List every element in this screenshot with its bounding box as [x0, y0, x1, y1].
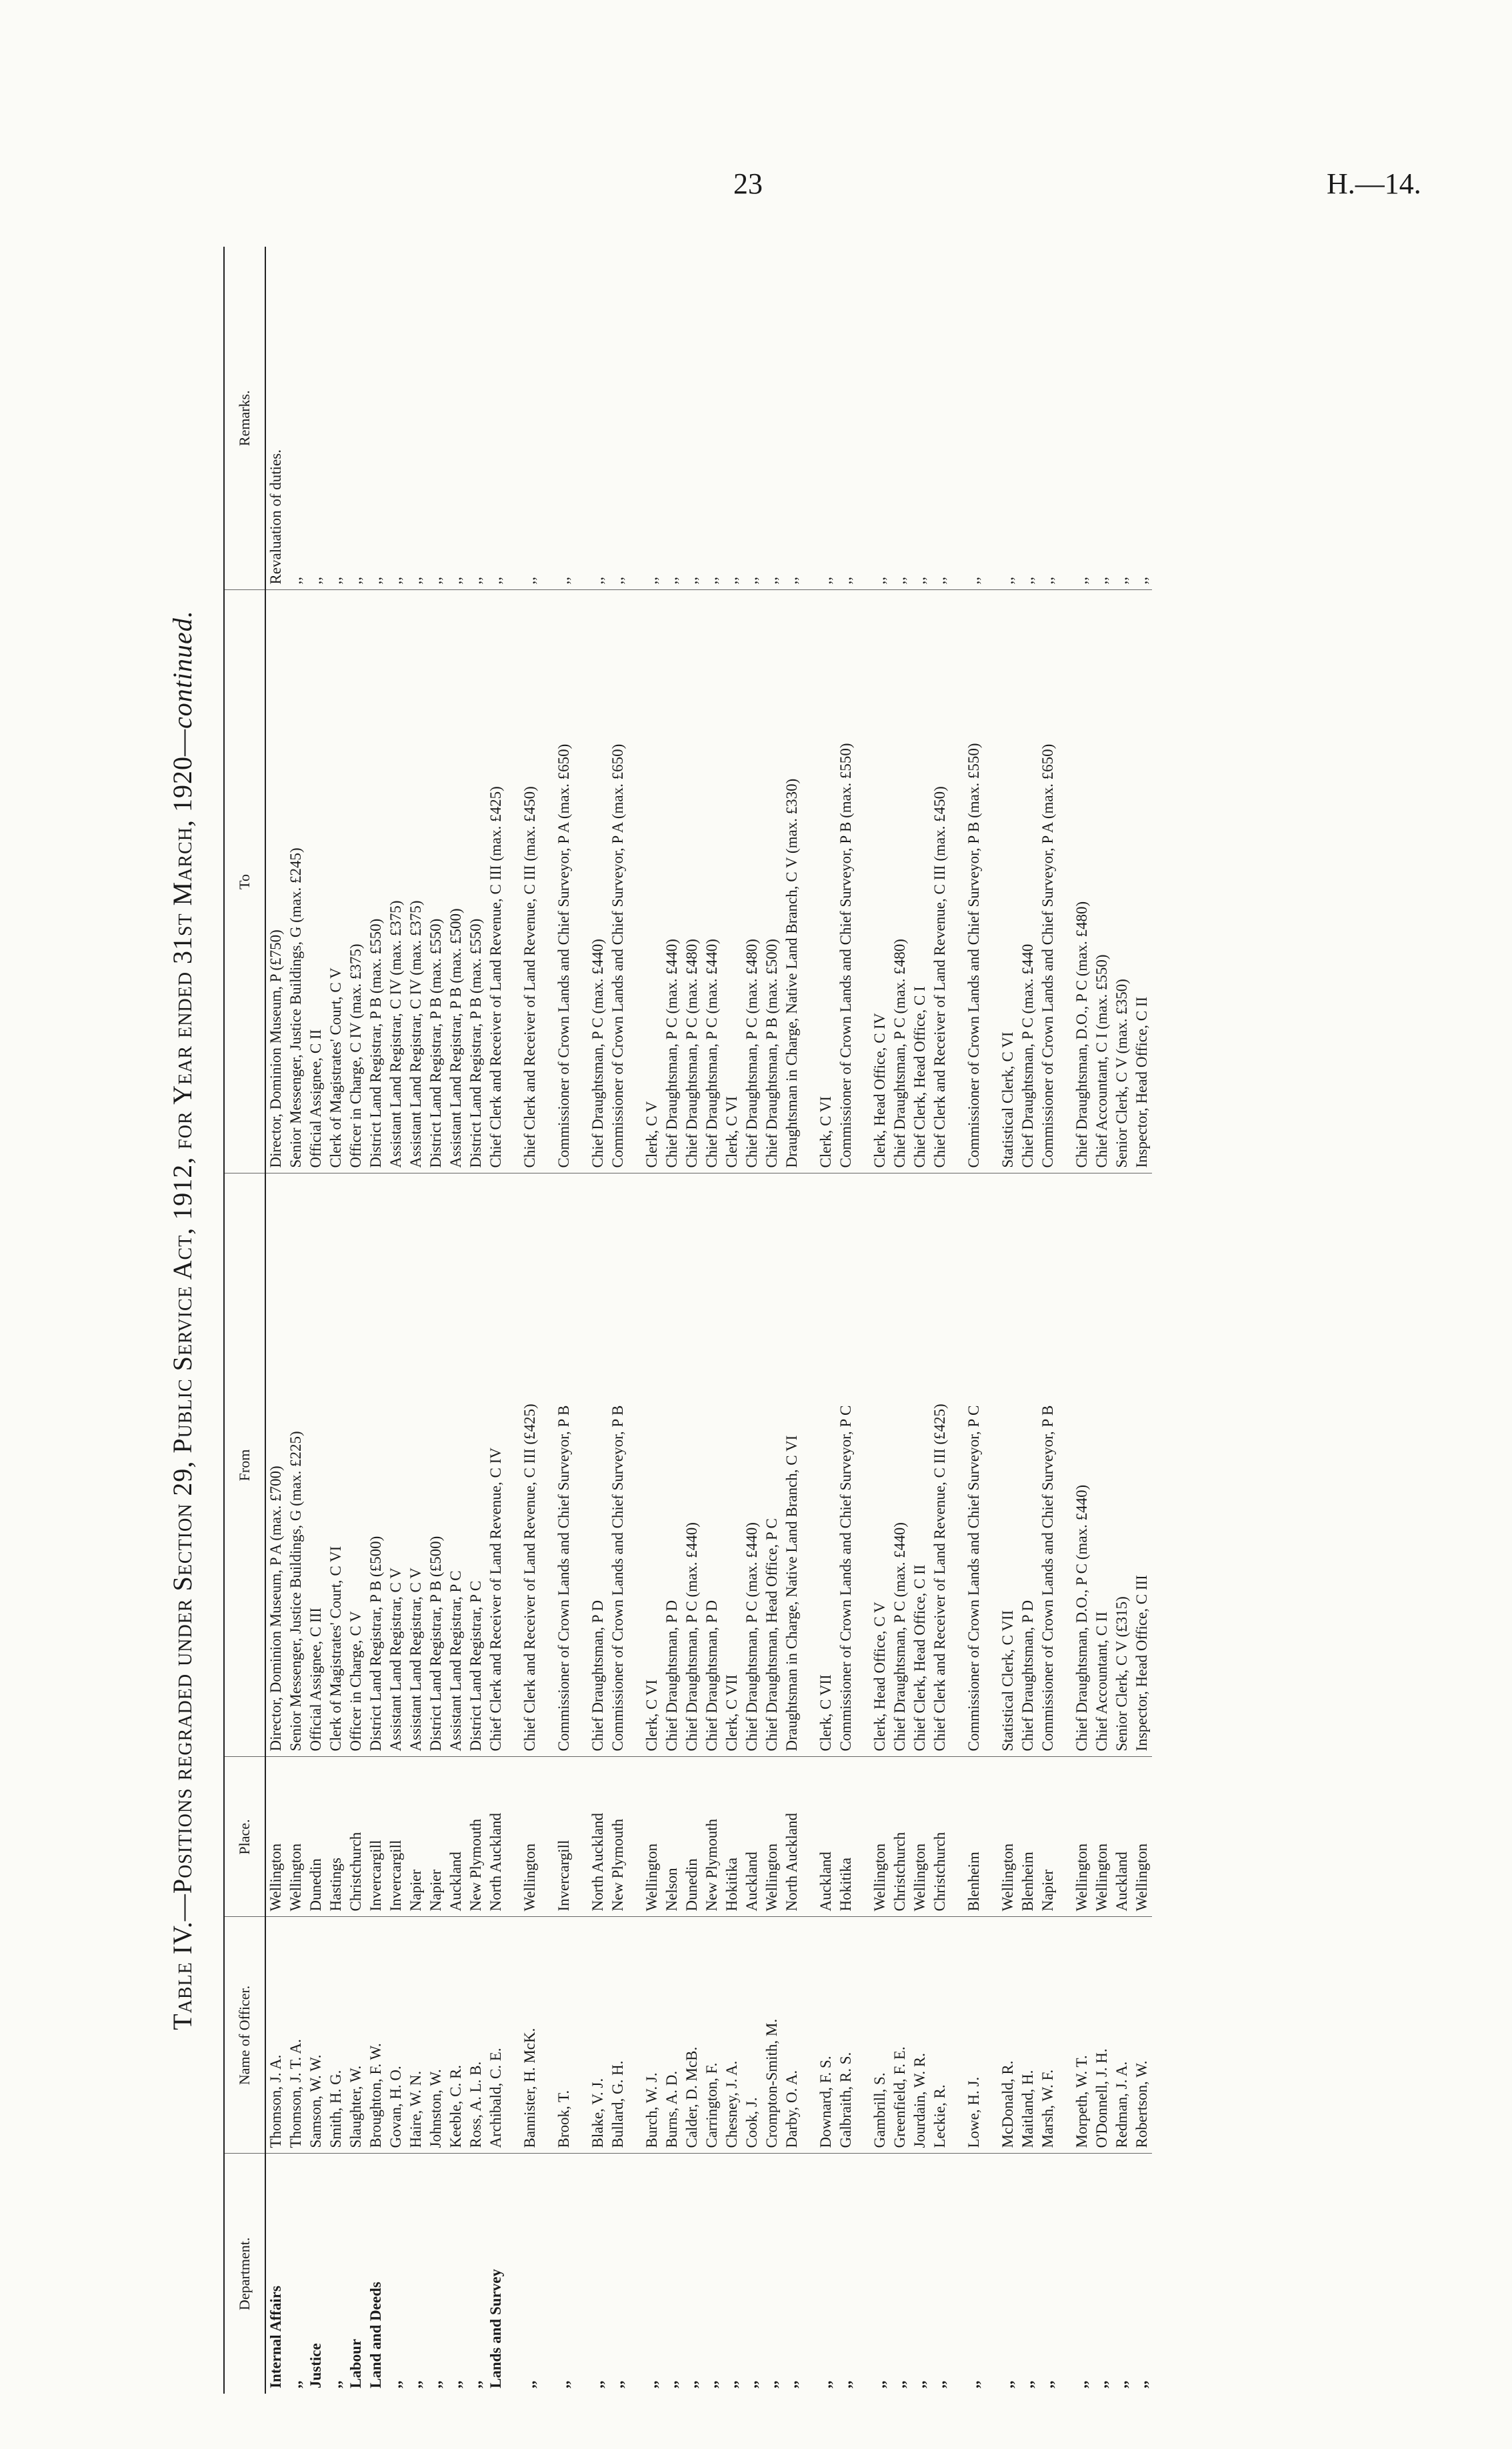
- place-cell: New Plymouth: [466, 1757, 486, 1917]
- department-cell: ,,: [743, 2380, 760, 2388]
- remarks-cell: ,,: [1092, 247, 1112, 590]
- officer-name-cell: Brook, T.: [540, 1917, 574, 2154]
- department-cell: ,,: [467, 2380, 484, 2388]
- department-cell: ,,: [643, 2380, 660, 2388]
- table-row: [506, 247, 540, 2394]
- document-code: H.—14.: [1327, 167, 1421, 200]
- officer-name-cell: Greenfield, F. E.: [890, 1917, 910, 2154]
- from-grade-cell: Officer in Charge, C V: [346, 1173, 366, 1757]
- place-cell: North Auckland: [486, 1757, 506, 1917]
- place-cell: Wellington: [856, 1757, 890, 1917]
- department-cell: ,,: [763, 2380, 780, 2388]
- officer-name-cell: Galbraith, R. S.: [836, 1917, 856, 2154]
- to-grade-cell: Clerk, C VI: [722, 590, 742, 1173]
- place-cell: Napier: [406, 1757, 426, 1917]
- from-grade-cell: Clerk, C VII: [802, 1173, 836, 1757]
- from-grade-cell: Statistical Clerk, C VII: [984, 1173, 1018, 1757]
- remarks-cell: ,,: [306, 247, 326, 590]
- department-cell: ,,: [911, 2380, 928, 2388]
- officer-name-cell: Smith, H. G.: [326, 1917, 346, 2154]
- place-cell: Wellington: [506, 1757, 540, 1917]
- table-row: [856, 247, 890, 2394]
- place-cell: Dunedin: [682, 1757, 702, 1917]
- to-grade-cell: Commissioner of Crown Lands and Chief Surveyor, P A (max. £650): [608, 590, 628, 1173]
- to-grade-cell: Draughtsman in Charge, Native Land Branch, C V (max. £330): [782, 590, 802, 1173]
- department-cell: ,,: [999, 2380, 1016, 2388]
- remarks-cell: ,,: [386, 247, 406, 590]
- from-grade-cell: Senior Clerk, C V (£315): [1112, 1173, 1132, 1757]
- officer-name-cell: Keeble, C. R.: [446, 1917, 466, 2154]
- table-row: [984, 247, 1018, 2394]
- table-row: [486, 247, 506, 2394]
- remarks-cell: ,,: [836, 247, 856, 590]
- department-cell: ,,: [327, 2380, 344, 2388]
- officer-name-cell: Downard, F. S.: [802, 1917, 836, 2154]
- table-body: [265, 247, 1152, 2394]
- remarks-cell: ,,: [1132, 247, 1152, 590]
- from-grade-cell: Chief Draughtsman, P C (max. £440): [682, 1173, 702, 1757]
- place-cell: Invercargill: [366, 1757, 386, 1917]
- table-title: [167, 247, 198, 2394]
- officer-name-cell: Burch, W. J.: [628, 1917, 662, 2154]
- to-grade-cell: Official Assignee, C II: [306, 590, 326, 1173]
- department-cell: ,,: [555, 2380, 572, 2388]
- from-grade-cell: Chief Clerk, Head Office, C II: [910, 1173, 930, 1757]
- officer-name-cell: O'Donnell, J. H.: [1092, 1917, 1112, 2154]
- to-grade-cell: Chief Draughtsman, P C (max. £480): [742, 590, 762, 1173]
- officer-name-cell: Lowe, H. J.: [950, 1917, 984, 2154]
- department-cell: ,,: [1073, 2380, 1090, 2388]
- table-row: [702, 247, 722, 2394]
- remarks-cell: ,,: [910, 247, 930, 590]
- to-grade-cell: District Land Registrar, P B (max. £550): [466, 590, 486, 1173]
- from-grade-cell: Chief Draughtsman, P D: [702, 1173, 722, 1757]
- place-cell: Auckland: [802, 1757, 836, 1917]
- col-header-name: Name of Officer.: [224, 1917, 265, 2154]
- department-cell: ,,: [965, 2380, 982, 2388]
- place-cell: Wellington: [1132, 1757, 1152, 1917]
- to-grade-cell: Clerk, C VI: [802, 590, 836, 1173]
- place-cell: New Plymouth: [608, 1757, 628, 1917]
- table-row: [426, 247, 446, 2394]
- remarks-cell: ,,: [286, 247, 306, 590]
- to-grade-cell: Chief Draughtsman, P C (max. £480): [890, 590, 910, 1173]
- table-row: [1132, 247, 1152, 2394]
- remarks-cell: ,,: [702, 247, 722, 590]
- department-cell: Justice: [307, 2343, 324, 2388]
- department-cell: Lands and Survey: [487, 2269, 504, 2388]
- remarks-cell: ,,: [446, 247, 466, 590]
- department-cell: ,,: [447, 2380, 464, 2388]
- remarks-cell: ,,: [742, 247, 762, 590]
- place-cell: North Auckland: [782, 1757, 802, 1917]
- col-header-department: Department.: [224, 2154, 265, 2394]
- place-cell: North Auckland: [574, 1757, 608, 1917]
- remarks-cell: ,,: [426, 247, 446, 590]
- table-row: [802, 247, 836, 2394]
- from-grade-cell: District Land Registrar, P B (£500): [426, 1173, 446, 1757]
- from-grade-cell: Chief Clerk and Receiver of Land Revenue, C III (£425): [506, 1173, 540, 1757]
- to-grade-cell: Commissioner of Crown Lands and Chief Surveyor, P B (max. £550): [836, 590, 856, 1173]
- remarks-cell: ,,: [574, 247, 608, 590]
- officer-name-cell: Haire, W. N.: [406, 1917, 426, 2154]
- to-grade-cell: District Land Registrar, P B (max. £550): [426, 590, 446, 1173]
- officer-name-cell: Ross, A. L. B.: [466, 1917, 486, 2154]
- remarks-cell: ,,: [722, 247, 742, 590]
- department-cell: ,,: [723, 2380, 740, 2388]
- table-row: [950, 247, 984, 2394]
- officer-name-cell: Bannister, H. McK.: [506, 1917, 540, 2154]
- department-cell: ,,: [871, 2380, 888, 2388]
- from-grade-cell: Commissioner of Crown Lands and Chief Surveyor, P C: [950, 1173, 984, 1757]
- col-header-remarks: Remarks.: [224, 247, 265, 590]
- to-grade-cell: Chief Clerk and Receiver of Land Revenue, C III (max. £450): [930, 590, 950, 1173]
- remarks-cell: ,,: [540, 247, 574, 590]
- from-grade-cell: Chief Clerk and Receiver of Land Revenue, C IV: [486, 1173, 506, 1757]
- place-cell: New Plymouth: [702, 1757, 722, 1917]
- table-row: [406, 247, 426, 2394]
- table-row: [682, 247, 702, 2394]
- officer-name-cell: Maitland, H.: [1018, 1917, 1038, 2154]
- table-row: [366, 247, 386, 2394]
- department-cell: ,,: [1019, 2380, 1036, 2388]
- officer-name-cell: Samson, W. W.: [306, 1917, 326, 2154]
- officer-name-cell: Slaughter, W.: [346, 1917, 366, 2154]
- from-grade-cell: District Land Registrar, P B (£500): [366, 1173, 386, 1757]
- from-grade-cell: Commissioner of Crown Lands and Chief Surveyor, P B: [608, 1173, 628, 1757]
- place-cell: Auckland: [446, 1757, 466, 1917]
- remarks-cell: ,,: [662, 247, 682, 590]
- department-cell: Land and Deeds: [367, 2282, 384, 2388]
- to-grade-cell: Chief Draughtsman, P C (max. £440): [662, 590, 682, 1173]
- place-cell: Wellington: [628, 1757, 662, 1917]
- remarks-cell: ,,: [326, 247, 346, 590]
- table-row: [286, 247, 306, 2394]
- officer-name-cell: Calder, D. McB.: [682, 1917, 702, 2154]
- place-cell: Christchurch: [346, 1757, 366, 1917]
- officer-name-cell: Blake, V. J.: [574, 1917, 608, 2154]
- place-cell: Napier: [1038, 1757, 1058, 1917]
- from-grade-cell: Assistant Land Registrar, C V: [386, 1173, 406, 1757]
- department-cell: ,,: [817, 2380, 834, 2388]
- table-row: [1058, 247, 1092, 2394]
- from-grade-cell: Assistant Land Registrar, P C: [446, 1173, 466, 1757]
- place-cell: Hastings: [326, 1757, 346, 1917]
- to-grade-cell: Assistant Land Registrar, C IV (max. £375): [386, 590, 406, 1173]
- officer-name-cell: Redman, J. A.: [1112, 1917, 1132, 2154]
- remarks-cell: ,,: [802, 247, 836, 590]
- to-grade-cell: Inspector, Head Office, C II: [1132, 590, 1152, 1173]
- to-grade-cell: Chief Draughtsman, P C (max. £440: [1018, 590, 1038, 1173]
- officer-name-cell: Archibald, C. E.: [486, 1917, 506, 2154]
- to-grade-cell: Statistical Clerk, C VI: [984, 590, 1018, 1173]
- officer-name-cell: Carrington, F.: [702, 1917, 722, 2154]
- remarks-cell: ,,: [366, 247, 386, 590]
- officer-name-cell: Leckie, R.: [930, 1917, 950, 2154]
- department-cell: ,,: [703, 2380, 720, 2388]
- to-grade-cell: Assistant Land Registrar, P B (max. £500): [446, 590, 466, 1173]
- remarks-cell: ,,: [782, 247, 802, 590]
- place-cell: Wellington: [265, 1757, 286, 1917]
- officer-name-cell: Marsh, W. F.: [1038, 1917, 1058, 2154]
- to-grade-cell: Chief Clerk and Receiver of Land Revenue, C III (max. £425): [486, 590, 506, 1173]
- remarks-cell: ,,: [762, 247, 782, 590]
- department-cell: ,,: [683, 2380, 700, 2388]
- department-cell: ,,: [1133, 2380, 1150, 2388]
- remarks-cell: ,,: [1038, 247, 1058, 590]
- from-grade-cell: Clerk, Head Office, C V: [856, 1173, 890, 1757]
- remarks-cell: ,,: [930, 247, 950, 590]
- to-grade-cell: Assistant Land Registrar, C IV (max. £375): [406, 590, 426, 1173]
- table-row: [326, 247, 346, 2394]
- remarks-cell: ,,: [890, 247, 910, 590]
- department-cell: ,,: [521, 2380, 538, 2388]
- from-grade-cell: Chief Draughtsman, P D: [574, 1173, 608, 1757]
- place-cell: Auckland: [1112, 1757, 1132, 1917]
- from-grade-cell: Chief Draughtsman, P D: [662, 1173, 682, 1757]
- from-grade-cell: District Land Registrar, P C: [466, 1173, 486, 1757]
- place-cell: Wellington: [910, 1757, 930, 1917]
- department-cell: Labour: [347, 2338, 364, 2388]
- department-cell: ,,: [663, 2380, 680, 2388]
- place-cell: Blenheim: [950, 1757, 984, 1917]
- department-cell: ,,: [287, 2380, 304, 2388]
- table-title-suffix: continued.: [167, 610, 197, 729]
- table-row: [446, 247, 466, 2394]
- to-grade-cell: District Land Registrar, P B (max. £550): [366, 590, 386, 1173]
- department-cell: ,,: [1113, 2380, 1130, 2388]
- table-row: [540, 247, 574, 2394]
- from-grade-cell: Chief Accountant, C II: [1092, 1173, 1112, 1757]
- to-grade-cell: Chief Draughtsman, P B (max. £500): [762, 590, 782, 1173]
- table-row: [836, 247, 856, 2394]
- place-cell: Auckland: [742, 1757, 762, 1917]
- page-number: 23: [733, 167, 763, 200]
- to-grade-cell: Clerk of Magistrates' Court, C V: [326, 590, 346, 1173]
- table-row: [346, 247, 366, 2394]
- officer-name-cell: Darby, O. A.: [782, 1917, 802, 2154]
- from-grade-cell: Assistant Land Registrar, C V: [406, 1173, 426, 1757]
- to-grade-cell: Chief Draughtsman, P C (max. £480): [682, 590, 702, 1173]
- col-header-place: Place.: [224, 1757, 265, 1917]
- department-cell: ,,: [837, 2380, 854, 2388]
- table-row: [722, 247, 742, 2394]
- remarks-cell: ,,: [1112, 247, 1132, 590]
- remarks-cell: ,,: [466, 247, 486, 590]
- to-grade-cell: Senior Messenger, Justice Buildings, G (max. £245): [286, 590, 306, 1173]
- officer-name-cell: Robertson, W.: [1132, 1917, 1152, 2154]
- place-cell: Hokitika: [722, 1757, 742, 1917]
- officer-name-cell: Chesney, J. A.: [722, 1917, 742, 2154]
- officer-name-cell: Johnston, W.: [426, 1917, 446, 2154]
- regrading-table: [223, 247, 1152, 2394]
- place-cell: Nelson: [662, 1757, 682, 1917]
- table-row: [662, 247, 682, 2394]
- from-grade-cell: Clerk of Magistrates' Court, C VI: [326, 1173, 346, 1757]
- remarks-cell: ,,: [682, 247, 702, 590]
- from-grade-cell: Clerk, C VI: [628, 1173, 662, 1757]
- place-cell: Invercargill: [540, 1757, 574, 1917]
- table-row: [762, 247, 782, 2394]
- to-grade-cell: Commissioner of Crown Lands and Chief Surveyor, P A (max. £650): [1038, 590, 1058, 1173]
- to-grade-cell: Chief Draughtsman, P C (max. £440): [702, 590, 722, 1173]
- officer-name-cell: Cook, J.: [742, 1917, 762, 2154]
- table-row: [1038, 247, 1058, 2394]
- department-cell: ,,: [387, 2380, 404, 2388]
- department-cell: ,,: [1039, 2380, 1056, 2388]
- from-grade-cell: Commissioner of Crown Lands and Chief Surveyor, P B: [540, 1173, 574, 1757]
- officer-name-cell: Govan, H. O.: [386, 1917, 406, 2154]
- table-row: [574, 247, 608, 2394]
- officer-name-cell: Thomson, J. A.: [265, 1917, 286, 2154]
- place-cell: Hokitika: [836, 1757, 856, 1917]
- table-row: [1018, 247, 1038, 2394]
- from-grade-cell: Chief Draughtsman, D.O., P C (max. £440): [1058, 1173, 1092, 1757]
- place-cell: Wellington: [1092, 1757, 1112, 1917]
- to-grade-cell: Clerk, Head Office, C IV: [856, 590, 890, 1173]
- to-grade-cell: Chief Draughtsman, P C (max. £440): [574, 590, 608, 1173]
- table-row: [890, 247, 910, 2394]
- to-grade-cell: Commissioner of Crown Lands and Chief Surveyor, P A (max. £650): [540, 590, 574, 1173]
- table-row: [306, 247, 326, 2394]
- department-cell: ,,: [1093, 2380, 1110, 2388]
- from-grade-cell: Commissioner of Crown Lands and Chief Surveyor, P B: [1038, 1173, 1058, 1757]
- place-cell: Christchurch: [930, 1757, 950, 1917]
- table-header-row: [224, 247, 265, 2394]
- from-grade-cell: Chief Draughtsman, P C (max. £440): [890, 1173, 910, 1757]
- table-row: [1112, 247, 1132, 2394]
- table-row: [910, 247, 930, 2394]
- to-grade-cell: Chief Clerk and Receiver of Land Revenue, C III (max. £450): [506, 590, 540, 1173]
- remarks-cell: ,,: [608, 247, 628, 590]
- to-grade-cell: Chief Draughtsman, D.O., P C (max. £480): [1058, 590, 1092, 1173]
- table-row: [782, 247, 802, 2394]
- from-grade-cell: Clerk, C VII: [722, 1173, 742, 1757]
- officer-name-cell: Crompton-Smith, M.: [762, 1917, 782, 2154]
- place-cell: Wellington: [984, 1757, 1018, 1917]
- remarks-cell: ,,: [406, 247, 426, 590]
- place-cell: Wellington: [1058, 1757, 1092, 1917]
- table-row: [466, 247, 486, 2394]
- to-grade-cell: Officer in Charge, C IV (max. £375): [346, 590, 366, 1173]
- remarks-cell: ,,: [628, 247, 662, 590]
- from-grade-cell: Senior Messenger, Justice Buildings, G (max. £225): [286, 1173, 306, 1757]
- officer-name-cell: McDonald, R.: [984, 1917, 1018, 2154]
- col-header-from: From: [224, 1173, 265, 1757]
- place-cell: Invercargill: [386, 1757, 406, 1917]
- table-row: [386, 247, 406, 2394]
- department-cell: ,,: [427, 2380, 444, 2388]
- officer-name-cell: Morpeth, W. T.: [1058, 1917, 1092, 2154]
- place-cell: Wellington: [286, 1757, 306, 1917]
- table-row: [742, 247, 762, 2394]
- place-cell: Christchurch: [890, 1757, 910, 1917]
- remarks-cell: ,,: [856, 247, 890, 590]
- remarks-cell: ,,: [486, 247, 506, 590]
- remarks-cell: ,,: [1058, 247, 1092, 590]
- to-grade-cell: Senior Clerk, C V (max. £350): [1112, 590, 1132, 1173]
- department-cell: ,,: [891, 2380, 908, 2388]
- to-grade-cell: Chief Clerk, Head Office, C I: [910, 590, 930, 1173]
- officer-name-cell: Jourdain, W. R.: [910, 1917, 930, 2154]
- from-grade-cell: Chief Draughtsman, Head Office, P C: [762, 1173, 782, 1757]
- from-grade-cell: Commissioner of Crown Lands and Chief Surveyor, P C: [836, 1173, 856, 1757]
- officer-name-cell: Bullard, G. H.: [608, 1917, 628, 2154]
- col-header-to: To: [224, 590, 265, 1173]
- remarks-cell: Revaluation of duties.: [265, 247, 286, 590]
- table-row: [930, 247, 950, 2394]
- from-grade-cell: Official Assignee, C III: [306, 1173, 326, 1757]
- to-grade-cell: Clerk, C V: [628, 590, 662, 1173]
- rotated-table-page: [167, 247, 1320, 2394]
- department-cell: Internal Affairs: [267, 2286, 284, 2388]
- department-cell: ,,: [407, 2380, 424, 2388]
- table-row: [1092, 247, 1112, 2394]
- from-grade-cell: Inspector, Head Office, C III: [1132, 1173, 1152, 1757]
- remarks-cell: ,,: [346, 247, 366, 590]
- place-cell: Dunedin: [306, 1757, 326, 1917]
- from-grade-cell: Director, Dominion Museum, P A (max. £700): [265, 1173, 286, 1757]
- from-grade-cell: Draughtsman in Charge, Native Land Branch, C VI: [782, 1173, 802, 1757]
- department-cell: ,,: [783, 2380, 800, 2388]
- remarks-cell: ,,: [984, 247, 1018, 590]
- department-cell: ,,: [931, 2380, 948, 2388]
- to-grade-cell: Chief Accountant, C I (max. £550): [1092, 590, 1112, 1173]
- place-cell: Wellington: [762, 1757, 782, 1917]
- officer-name-cell: Thomson, J. T. A.: [286, 1917, 306, 2154]
- officer-name-cell: Broughton, F. W.: [366, 1917, 386, 2154]
- table-row: [628, 247, 662, 2394]
- to-grade-cell: Commissioner of Crown Lands and Chief Surveyor, P B (max. £550): [950, 590, 984, 1173]
- to-grade-cell: Director, Dominion Museum, P (£750): [265, 590, 286, 1173]
- place-cell: Blenheim: [1018, 1757, 1038, 1917]
- table-title-main: Table IV.—Positions regraded under Section 29, Public Service Act, 1912, for Year ended 31st March, 1920—: [167, 728, 197, 2030]
- table-row: [608, 247, 628, 2394]
- table-row: [265, 247, 286, 2394]
- from-grade-cell: Chief Draughtsman, P D: [1018, 1173, 1038, 1757]
- remarks-cell: ,,: [1018, 247, 1038, 590]
- department-cell: ,,: [609, 2380, 626, 2388]
- department-cell: ,,: [589, 2380, 606, 2388]
- from-grade-cell: Chief Draughtsman, P C (max. £440): [742, 1173, 762, 1757]
- officer-name-cell: Burns, A. D.: [662, 1917, 682, 2154]
- remarks-cell: ,,: [950, 247, 984, 590]
- remarks-cell: ,,: [506, 247, 540, 590]
- place-cell: Napier: [426, 1757, 446, 1917]
- officer-name-cell: Gambrill, S.: [856, 1917, 890, 2154]
- from-grade-cell: Chief Clerk and Receiver of Land Revenue, C III (£425): [930, 1173, 950, 1757]
